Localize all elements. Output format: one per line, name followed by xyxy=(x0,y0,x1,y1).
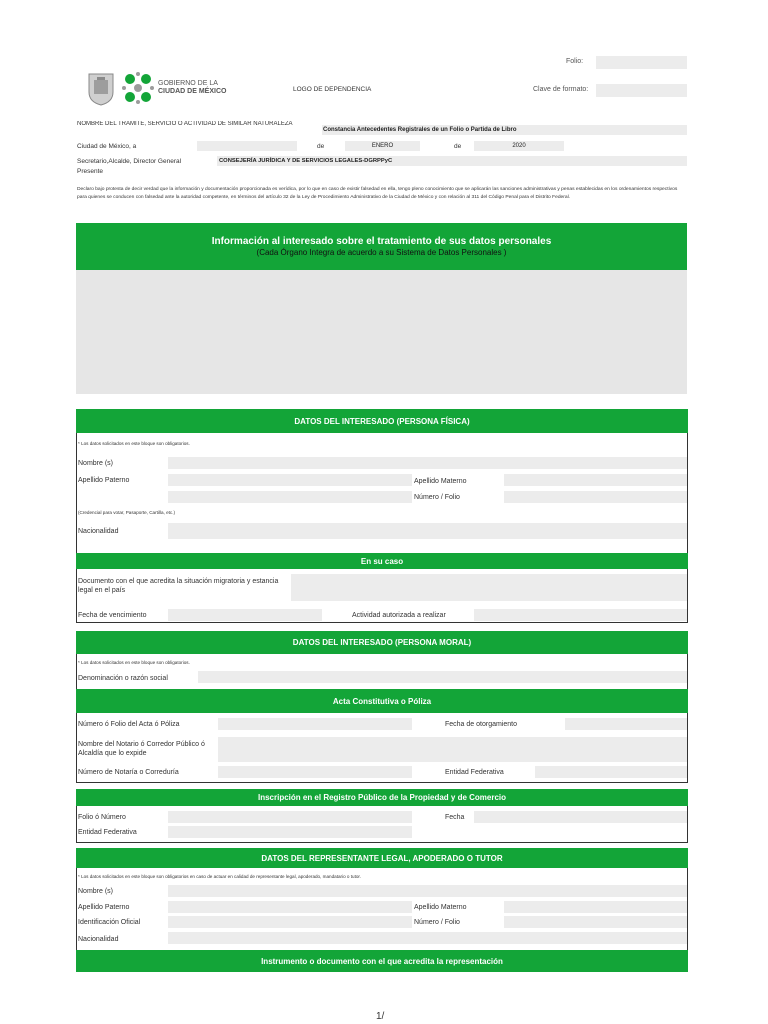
privacy-title: Información al interesado sobre el tratamiento de sus datos personales xyxy=(211,236,552,247)
logo-dependencia: LOGO DE DEPENDENCIA xyxy=(293,86,372,93)
apellido-paterno-label: Apellido Paterno xyxy=(78,477,130,484)
rep-identificacion-label: Identificación Oficial xyxy=(78,919,141,926)
entidad-inscripcion-field[interactable] xyxy=(168,826,412,838)
numero-folio-field[interactable] xyxy=(504,491,687,503)
nombre-field[interactable] xyxy=(168,457,687,469)
apellido-paterno-field[interactable] xyxy=(168,474,412,486)
numero-acta-label: Número ó Folio del Acta ó Póliza xyxy=(78,721,180,728)
privacy-content-area xyxy=(76,270,687,394)
gobierno-line-2: CIUDAD DE MÉXICO xyxy=(158,88,227,95)
folio-numero-label: Folio ó Número xyxy=(78,814,126,821)
denominacion-field[interactable] xyxy=(198,671,687,683)
rep-apellido-materno-label: Apellido Materno xyxy=(414,904,467,911)
persona-moral-header: DATOS DEL INTERESADO (PERSONA MORAL) xyxy=(76,631,688,654)
gobierno-line-1: GOBIERNO DE LA xyxy=(158,80,218,87)
entidad-inscripcion-label: Entidad Federativa xyxy=(78,829,137,836)
fecha-vencimiento-label: Fecha de vencimiento xyxy=(78,612,147,619)
rep-identificacion-field[interactable] xyxy=(168,916,412,928)
rep-apellido-paterno-label: Apellido Paterno xyxy=(78,904,130,911)
acta-header: Acta Constitutiva o Póliza xyxy=(76,689,688,713)
numero-notaria-label: Número de Notaría o Correduría xyxy=(78,769,179,776)
persona-moral-note: * Los datos solicitados en este bloque son obligatorios. xyxy=(78,660,190,665)
rep-nombre-field[interactable] xyxy=(168,885,687,897)
fecha-otorgamiento-label: Fecha de otorgamiento xyxy=(445,721,517,728)
fecha-inscripcion-field[interactable] xyxy=(474,811,687,823)
anio-field[interactable]: 2020 xyxy=(474,141,564,151)
numero-folio-label: Número / Folio xyxy=(414,494,460,501)
rep-apellido-materno-field[interactable] xyxy=(504,901,687,913)
entidad-acta-label: Entidad Federativa xyxy=(445,769,504,776)
folio-field[interactable] xyxy=(596,56,687,69)
entidad-acta-field[interactable] xyxy=(535,766,687,778)
persona-fisica-header: DATOS DEL INTERESADO (PERSONA FÍSICA) xyxy=(76,409,688,433)
notario-field[interactable] xyxy=(218,737,687,762)
credencial-note: (Credencial para votar, Pasaporte, Cartilla, etc.) xyxy=(78,510,176,515)
secretario-label: Secretario,Alcalde, Director General xyxy=(77,158,182,165)
tramite-field[interactable]: Constancia Antecedentes Registrales de un Folio o Partida de Libro xyxy=(322,125,687,135)
gobierno-logo-text xyxy=(158,80,226,96)
inscripcion-header: Inscripción en el Registro Público de la Propiedad y de Comercio xyxy=(76,789,688,806)
representante-note: * Los datos solicitados en este bloque son obligatorios en caso de actuar en calidad de representante legal, apoderado, mandatario o tutor. xyxy=(78,874,361,879)
presente-label: Presente xyxy=(77,168,104,175)
rep-nacionalidad-label: Nacionalidad xyxy=(78,936,119,943)
notario-label: Nombre del Notario ó Corredor Público ó Alcaldía que lo expide xyxy=(78,741,205,757)
fecha-inscripcion-label: Fecha xyxy=(445,814,465,821)
numero-notaria-field[interactable] xyxy=(218,766,412,778)
mes-field[interactable]: ENERO xyxy=(345,141,420,151)
apellido-materno-field[interactable] xyxy=(504,474,687,486)
privacy-subtitle: (Cada Órgano Integra de acuerdo a su Sistema de Datos Personales ) xyxy=(256,248,507,257)
actividad-autorizada-field[interactable] xyxy=(474,609,687,621)
documento-migratorio-label: Documento con el que acredita la situación migratoria y estancia legal en el país xyxy=(78,578,279,594)
nacionalidad-field[interactable] xyxy=(168,523,687,539)
de-1: de xyxy=(317,143,325,150)
rep-numero-folio-field[interactable] xyxy=(504,916,687,928)
denominacion-label: Denominación o razón social xyxy=(78,675,168,682)
cdmx-shield-logo xyxy=(86,72,116,106)
de-2: de xyxy=(454,143,462,150)
nacionalidad-label: Nacionalidad xyxy=(78,528,119,535)
ciudad-label: Ciudad de México, a xyxy=(77,143,137,150)
fecha-otorgamiento-field[interactable] xyxy=(565,718,687,730)
representante-header: DATOS DEL REPRESENTANTE LEGAL, APODERADO O TUTOR xyxy=(76,848,688,868)
folio-numero-field[interactable] xyxy=(168,811,412,823)
documento-migratorio-field[interactable] xyxy=(291,574,687,601)
rep-apellido-paterno-field[interactable] xyxy=(168,901,412,913)
privacy-header xyxy=(76,223,687,270)
apellido-materno-label: Apellido Materno xyxy=(414,478,467,485)
rep-nacionalidad-field[interactable] xyxy=(168,932,687,944)
actividad-autorizada-label: Actividad autorizada a realizar xyxy=(352,612,446,619)
page-number: 1/ xyxy=(376,1011,385,1022)
numero-acta-field[interactable] xyxy=(218,718,412,730)
folio-label: Folio: xyxy=(566,58,584,65)
declaration-text: Declaro bajo protesta de decir verdad que la información y documentación proporcionada es verídica, por lo que en caso de existir falsedad en ella, tengo pleno conocimiento que se aplicarán las sanciones administrativas y penas establecidas en los ordenamientos respectivos para quienes se conducen con falsedad ante la autoridad competente, en términos del artículo 32 de la Ley de Procedimiento Administrativo de la Ciudad de México y con relación al 311 del Código Penal para el Distrito Federal. xyxy=(77,187,678,201)
clave-formato-field[interactable] xyxy=(596,84,687,97)
secretario-field[interactable]: CONSEJERÍA JURÍDICA Y DE SERVICIOS LEGALES-DGRPPyC xyxy=(217,156,687,166)
persona-fisica-note: * Los datos solicitados en este bloque son obligatorios. xyxy=(78,441,190,446)
dia-field[interactable] xyxy=(197,141,297,151)
cdmx-flower-logo xyxy=(121,70,155,106)
rep-numero-folio-label: Número / Folio xyxy=(414,919,460,926)
clave-formato-label: Clave de formato: xyxy=(533,86,589,93)
instrumento-header: Instrumento o documento con el que acredita la representación xyxy=(76,950,688,972)
rep-nombre-label: Nombre (s) xyxy=(78,888,114,895)
tramite-label: NOMBRE DEL TRÁMITE, SERVICIO O ACTIVIDAD DE SIMILAR NATURALEZA xyxy=(77,121,293,127)
nombre-label: Nombre (s) xyxy=(78,460,114,467)
identificacion-field[interactable] xyxy=(168,491,412,503)
fecha-vencimiento-field[interactable] xyxy=(168,609,322,621)
en-su-caso-header: En su caso xyxy=(76,553,688,569)
